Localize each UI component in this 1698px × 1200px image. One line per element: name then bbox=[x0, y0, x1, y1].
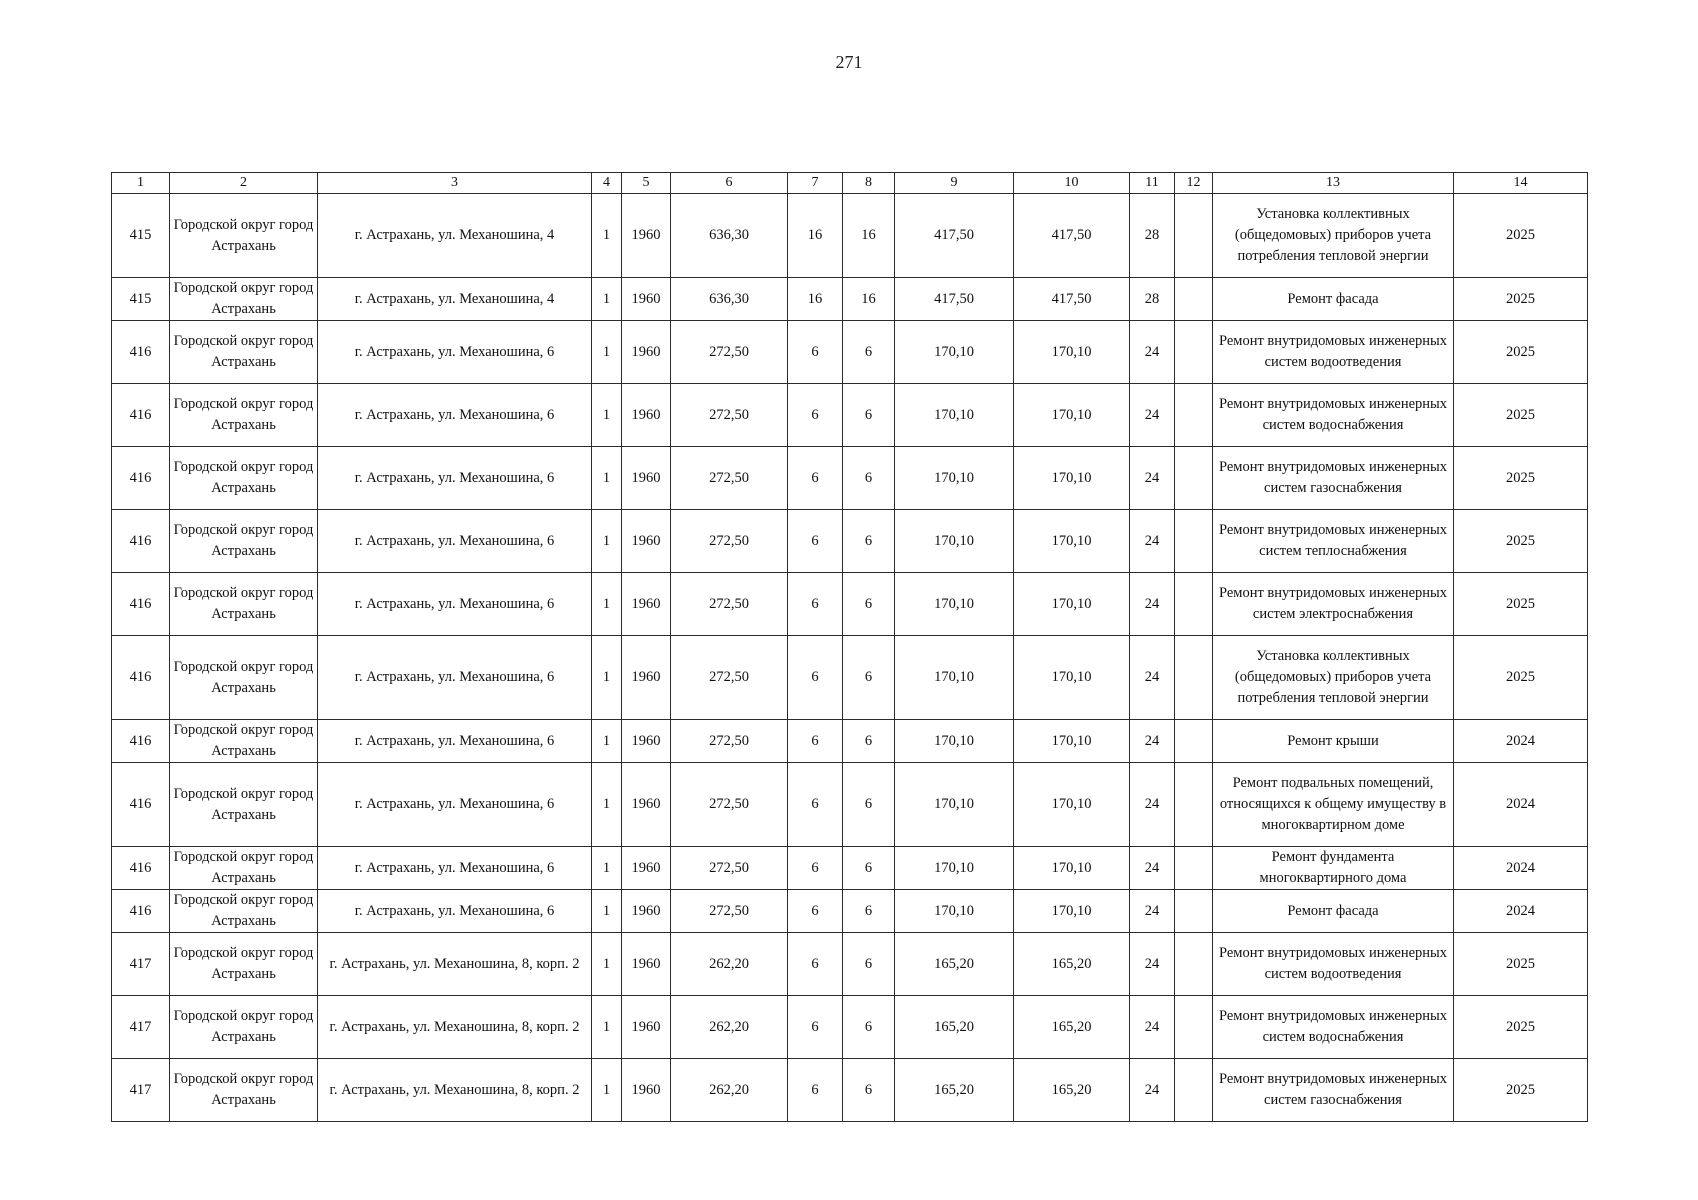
table-cell-c6: 272,50 bbox=[671, 510, 788, 573]
table-cell-c3: г. Астрахань, ул. Механошина, 6 bbox=[318, 720, 592, 763]
table-cell-c11: 24 bbox=[1130, 321, 1175, 384]
table-cell-c9: 170,10 bbox=[895, 573, 1014, 636]
table-cell-c5: 1960 bbox=[622, 194, 671, 278]
table-cell-c2: Городской округ город Астрахань bbox=[170, 194, 318, 278]
table-cell-c12 bbox=[1175, 573, 1213, 636]
table-cell-c8: 6 bbox=[843, 384, 895, 447]
table-cell-c10: 170,10 bbox=[1014, 321, 1130, 384]
table-row bbox=[112, 890, 1588, 933]
table-cell-c5: 1960 bbox=[622, 573, 671, 636]
table-cell-c8: 6 bbox=[843, 447, 895, 510]
table-cell-c8: 6 bbox=[843, 890, 895, 933]
table-cell-c9: 417,50 bbox=[895, 194, 1014, 278]
table-cell-c14: 2025 bbox=[1454, 573, 1588, 636]
table-cell-c10: 165,20 bbox=[1014, 933, 1130, 996]
table-cell-c1: 416 bbox=[112, 763, 170, 847]
table-cell-c14: 2025 bbox=[1454, 933, 1588, 996]
table-cell-c2: Городской округ город Астрахань bbox=[170, 573, 318, 636]
table-cell-c7: 6 bbox=[788, 720, 843, 763]
table-row bbox=[112, 933, 1588, 996]
table-cell-c6: 272,50 bbox=[671, 890, 788, 933]
table-cell-c13: Ремонт фасада bbox=[1213, 278, 1454, 321]
table-cell-c14: 2025 bbox=[1454, 321, 1588, 384]
table-cell-c14: 2024 bbox=[1454, 890, 1588, 933]
table-cell-c2: Городской округ город Астрахань bbox=[170, 447, 318, 510]
table-cell-c11: 24 bbox=[1130, 890, 1175, 933]
table-cell-c1: 416 bbox=[112, 847, 170, 890]
table-cell-c9: 165,20 bbox=[895, 1059, 1014, 1122]
table-row bbox=[112, 720, 1588, 763]
table-cell-c12 bbox=[1175, 996, 1213, 1059]
table-cell-c6: 272,50 bbox=[671, 847, 788, 890]
table-cell-c10: 165,20 bbox=[1014, 996, 1130, 1059]
table-cell-c9: 170,10 bbox=[895, 763, 1014, 847]
table-cell-c9: 165,20 bbox=[895, 996, 1014, 1059]
table-cell-c4: 1 bbox=[592, 890, 622, 933]
table-cell-c12 bbox=[1175, 933, 1213, 996]
table-cell-c1: 416 bbox=[112, 510, 170, 573]
table-cell-c12 bbox=[1175, 720, 1213, 763]
table-cell-c2: Городской округ город Астрахань bbox=[170, 847, 318, 890]
table-cell-c6: 262,20 bbox=[671, 1059, 788, 1122]
table-cell-c13: Ремонт внутридомовых инженерных систем теплоснабжения bbox=[1213, 510, 1454, 573]
col-header: 7 bbox=[788, 173, 843, 194]
table-cell-c5: 1960 bbox=[622, 996, 671, 1059]
table-cell-c7: 6 bbox=[788, 384, 843, 447]
table-cell-c11: 28 bbox=[1130, 278, 1175, 321]
table-cell-c2: Городской округ город Астрахань bbox=[170, 278, 318, 321]
table-cell-c9: 170,10 bbox=[895, 890, 1014, 933]
page-number: 271 bbox=[835, 52, 863, 72]
table-row bbox=[112, 278, 1588, 321]
table-cell-c2: Городской округ город Астрахань bbox=[170, 720, 318, 763]
table-cell-c7: 6 bbox=[788, 573, 843, 636]
table-cell-c6: 272,50 bbox=[671, 447, 788, 510]
table-cell-c4: 1 bbox=[592, 194, 622, 278]
table-cell-c4: 1 bbox=[592, 720, 622, 763]
table-cell-c10: 165,20 bbox=[1014, 1059, 1130, 1122]
table-row bbox=[112, 763, 1588, 847]
table-cell-c11: 24 bbox=[1130, 447, 1175, 510]
table-cell-c8: 16 bbox=[843, 194, 895, 278]
table-cell-c10: 170,10 bbox=[1014, 720, 1130, 763]
table-cell-c3: г. Астрахань, ул. Механошина, 6 bbox=[318, 510, 592, 573]
table-cell-c6: 262,20 bbox=[671, 996, 788, 1059]
table-cell-c7: 16 bbox=[788, 194, 843, 278]
col-header: 6 bbox=[671, 173, 788, 194]
table-cell-c4: 1 bbox=[592, 573, 622, 636]
table-cell-c14: 2024 bbox=[1454, 763, 1588, 847]
table-row bbox=[112, 996, 1588, 1059]
table-cell-c1: 416 bbox=[112, 384, 170, 447]
table-cell-c13: Ремонт фасада bbox=[1213, 890, 1454, 933]
table-row bbox=[112, 573, 1588, 636]
table-cell-c2: Городской округ город Астрахань bbox=[170, 890, 318, 933]
table-cell-c11: 24 bbox=[1130, 996, 1175, 1059]
table-cell-c7: 6 bbox=[788, 321, 843, 384]
table-cell-c3: г. Астрахань, ул. Механошина, 8, корп. 2 bbox=[318, 933, 592, 996]
table-cell-c1: 417 bbox=[112, 1059, 170, 1122]
table-cell-c9: 170,10 bbox=[895, 384, 1014, 447]
table-cell-c2: Городской округ город Астрахань bbox=[170, 384, 318, 447]
table-cell-c12 bbox=[1175, 636, 1213, 720]
table-cell-c1: 417 bbox=[112, 933, 170, 996]
table-cell-c8: 6 bbox=[843, 996, 895, 1059]
table-cell-c11: 24 bbox=[1130, 1059, 1175, 1122]
table-cell-c3: г. Астрахань, ул. Механошина, 6 bbox=[318, 636, 592, 720]
header-row bbox=[112, 173, 1588, 194]
table-cell-c7: 6 bbox=[788, 933, 843, 996]
table-cell-c4: 1 bbox=[592, 996, 622, 1059]
table-cell-c13: Ремонт внутридомовых инженерных систем газоснабжения bbox=[1213, 447, 1454, 510]
table-cell-c3: г. Астрахань, ул. Механошина, 8, корп. 2 bbox=[318, 996, 592, 1059]
table-cell-c8: 6 bbox=[843, 321, 895, 384]
table-cell-c13: Ремонт внутридомовых инженерных систем водоснабжения bbox=[1213, 996, 1454, 1059]
col-header: 8 bbox=[843, 173, 895, 194]
table-cell-c3: г. Астрахань, ул. Механошина, 6 bbox=[318, 847, 592, 890]
table-cell-c1: 416 bbox=[112, 447, 170, 510]
table-cell-c7: 6 bbox=[788, 510, 843, 573]
table-cell-c4: 1 bbox=[592, 510, 622, 573]
table-cell-c10: 170,10 bbox=[1014, 763, 1130, 847]
table-cell-c5: 1960 bbox=[622, 636, 671, 720]
table-cell-c6: 262,20 bbox=[671, 933, 788, 996]
table-cell-c10: 417,50 bbox=[1014, 278, 1130, 321]
table-cell-c11: 24 bbox=[1130, 636, 1175, 720]
table-cell-c5: 1960 bbox=[622, 1059, 671, 1122]
table-cell-c12 bbox=[1175, 278, 1213, 321]
table-cell-c11: 24 bbox=[1130, 720, 1175, 763]
table-cell-c12 bbox=[1175, 890, 1213, 933]
table-cell-c11: 24 bbox=[1130, 573, 1175, 636]
table-cell-c8: 6 bbox=[843, 573, 895, 636]
table-row bbox=[112, 384, 1588, 447]
table-cell-c4: 1 bbox=[592, 1059, 622, 1122]
table-cell-c5: 1960 bbox=[622, 890, 671, 933]
table-cell-c3: г. Астрахань, ул. Механошина, 6 bbox=[318, 573, 592, 636]
table-cell-c1: 416 bbox=[112, 636, 170, 720]
table-cell-c1: 416 bbox=[112, 890, 170, 933]
table-body bbox=[112, 194, 1588, 1122]
table-cell-c9: 417,50 bbox=[895, 278, 1014, 321]
table-cell-c12 bbox=[1175, 194, 1213, 278]
table-cell-c11: 24 bbox=[1130, 933, 1175, 996]
table-cell-c2: Городской округ город Астрахань bbox=[170, 510, 318, 573]
col-header: 2 bbox=[170, 173, 318, 194]
col-header: 10 bbox=[1014, 173, 1130, 194]
table-cell-c13: Ремонт внутридомовых инженерных систем водоснабжения bbox=[1213, 384, 1454, 447]
table-cell-c14: 2025 bbox=[1454, 510, 1588, 573]
table-cell-c5: 1960 bbox=[622, 847, 671, 890]
table-cell-c2: Городской округ город Астрахань bbox=[170, 636, 318, 720]
table-cell-c10: 417,50 bbox=[1014, 194, 1130, 278]
table-cell-c12 bbox=[1175, 447, 1213, 510]
table-cell-c14: 2025 bbox=[1454, 996, 1588, 1059]
table-cell-c9: 170,10 bbox=[895, 636, 1014, 720]
table-cell-c10: 170,10 bbox=[1014, 636, 1130, 720]
table-cell-c7: 6 bbox=[788, 1059, 843, 1122]
table-cell-c3: г. Астрахань, ул. Механошина, 6 bbox=[318, 384, 592, 447]
table-cell-c11: 24 bbox=[1130, 763, 1175, 847]
table-cell-c11: 28 bbox=[1130, 194, 1175, 278]
table-cell-c6: 272,50 bbox=[671, 573, 788, 636]
table-cell-c6: 272,50 bbox=[671, 384, 788, 447]
table-cell-c9: 170,10 bbox=[895, 720, 1014, 763]
table-row bbox=[112, 510, 1588, 573]
col-header: 11 bbox=[1130, 173, 1175, 194]
table-row bbox=[112, 321, 1588, 384]
table-cell-c4: 1 bbox=[592, 933, 622, 996]
table-cell-c8: 16 bbox=[843, 278, 895, 321]
table-cell-c3: г. Астрахань, ул. Механошина, 4 bbox=[318, 278, 592, 321]
col-header: 5 bbox=[622, 173, 671, 194]
table-cell-c13: Ремонт фундамента многоквартирного дома bbox=[1213, 847, 1454, 890]
table-cell-c7: 6 bbox=[788, 996, 843, 1059]
table-cell-c9: 170,10 bbox=[895, 447, 1014, 510]
table-cell-c7: 6 bbox=[788, 447, 843, 510]
table-cell-c5: 1960 bbox=[622, 321, 671, 384]
table-cell-c6: 636,30 bbox=[671, 278, 788, 321]
table-cell-c11: 24 bbox=[1130, 384, 1175, 447]
registry-table bbox=[111, 172, 1588, 1122]
table-cell-c6: 272,50 bbox=[671, 720, 788, 763]
table-cell-c12 bbox=[1175, 763, 1213, 847]
table-cell-c1: 416 bbox=[112, 720, 170, 763]
table-cell-c9: 165,20 bbox=[895, 933, 1014, 996]
table-row bbox=[112, 636, 1588, 720]
table-cell-c1: 416 bbox=[112, 573, 170, 636]
col-header: 3 bbox=[318, 173, 592, 194]
table-cell-c2: Городской округ город Астрахань bbox=[170, 933, 318, 996]
table-cell-c4: 1 bbox=[592, 847, 622, 890]
table-cell-c10: 170,10 bbox=[1014, 447, 1130, 510]
table-cell-c8: 6 bbox=[843, 847, 895, 890]
table-cell-c5: 1960 bbox=[622, 933, 671, 996]
table-cell-c14: 2025 bbox=[1454, 384, 1588, 447]
table-row bbox=[112, 194, 1588, 278]
table-cell-c12 bbox=[1175, 847, 1213, 890]
table-cell-c5: 1960 bbox=[622, 720, 671, 763]
table-cell-c14: 2024 bbox=[1454, 720, 1588, 763]
table-cell-c13: Ремонт внутридомовых инженерных систем водоотведения bbox=[1213, 933, 1454, 996]
table-cell-c4: 1 bbox=[592, 636, 622, 720]
table-cell-c9: 170,10 bbox=[895, 321, 1014, 384]
col-header: 14 bbox=[1454, 173, 1588, 194]
table-cell-c3: г. Астрахань, ул. Механошина, 6 bbox=[318, 890, 592, 933]
col-header: 1 bbox=[112, 173, 170, 194]
table-cell-c4: 1 bbox=[592, 278, 622, 321]
table-row bbox=[112, 847, 1588, 890]
table-cell-c8: 6 bbox=[843, 763, 895, 847]
table-cell-c13: Ремонт внутридомовых инженерных систем электроснабжения bbox=[1213, 573, 1454, 636]
table-cell-c9: 170,10 bbox=[895, 510, 1014, 573]
table-cell-c7: 16 bbox=[788, 278, 843, 321]
table-cell-c10: 170,10 bbox=[1014, 573, 1130, 636]
table-cell-c6: 272,50 bbox=[671, 321, 788, 384]
table-cell-c1: 416 bbox=[112, 321, 170, 384]
table-cell-c2: Городской округ город Астрахань bbox=[170, 321, 318, 384]
table-cell-c8: 6 bbox=[843, 933, 895, 996]
table-cell-c5: 1960 bbox=[622, 763, 671, 847]
table-cell-c12 bbox=[1175, 1059, 1213, 1122]
table-cell-c4: 1 bbox=[592, 321, 622, 384]
table-cell-c5: 1960 bbox=[622, 384, 671, 447]
table-cell-c5: 1960 bbox=[622, 278, 671, 321]
table-cell-c13: Ремонт подвальных помещений, относящихся к общему имуществу в многоквартирном доме bbox=[1213, 763, 1454, 847]
table-cell-c5: 1960 bbox=[622, 447, 671, 510]
col-header: 9 bbox=[895, 173, 1014, 194]
table-row bbox=[112, 447, 1588, 510]
col-header: 12 bbox=[1175, 173, 1213, 194]
table-cell-c14: 2025 bbox=[1454, 1059, 1588, 1122]
table-cell-c14: 2025 bbox=[1454, 447, 1588, 510]
table-cell-c7: 6 bbox=[788, 890, 843, 933]
table-cell-c2: Городской округ город Астрахань bbox=[170, 1059, 318, 1122]
table-cell-c7: 6 bbox=[788, 763, 843, 847]
table-cell-c8: 6 bbox=[843, 636, 895, 720]
table-cell-c14: 2025 bbox=[1454, 636, 1588, 720]
table-cell-c13: Ремонт внутридомовых инженерных систем водоотведения bbox=[1213, 321, 1454, 384]
table-cell-c6: 272,50 bbox=[671, 636, 788, 720]
table-cell-c13: Ремонт внутридомовых инженерных систем газоснабжения bbox=[1213, 1059, 1454, 1122]
table-cell-c14: 2025 bbox=[1454, 278, 1588, 321]
table-cell-c12 bbox=[1175, 321, 1213, 384]
table-cell-c10: 170,10 bbox=[1014, 847, 1130, 890]
table-cell-c3: г. Астрахань, ул. Механошина, 6 bbox=[318, 763, 592, 847]
table-cell-c10: 170,10 bbox=[1014, 890, 1130, 933]
table-cell-c3: г. Астрахань, ул. Механошина, 6 bbox=[318, 447, 592, 510]
table-cell-c1: 415 bbox=[112, 194, 170, 278]
table-cell-c3: г. Астрахань, ул. Механошина, 4 bbox=[318, 194, 592, 278]
table-cell-c14: 2024 bbox=[1454, 847, 1588, 890]
table-row bbox=[112, 1059, 1588, 1122]
table-cell-c2: Городской округ город Астрахань bbox=[170, 996, 318, 1059]
table-cell-c7: 6 bbox=[788, 847, 843, 890]
table-cell-c4: 1 bbox=[592, 384, 622, 447]
col-header: 4 bbox=[592, 173, 622, 194]
table-cell-c10: 170,10 bbox=[1014, 384, 1130, 447]
table-cell-c9: 170,10 bbox=[895, 847, 1014, 890]
table-cell-c7: 6 bbox=[788, 636, 843, 720]
table-cell-c6: 636,30 bbox=[671, 194, 788, 278]
table-cell-c13: Ремонт крыши bbox=[1213, 720, 1454, 763]
col-header: 13 bbox=[1213, 173, 1454, 194]
table-cell-c4: 1 bbox=[592, 447, 622, 510]
table-cell-c14: 2025 bbox=[1454, 194, 1588, 278]
table-cell-c8: 6 bbox=[843, 510, 895, 573]
table-cell-c4: 1 bbox=[592, 763, 622, 847]
table-cell-c10: 170,10 bbox=[1014, 510, 1130, 573]
table-cell-c11: 24 bbox=[1130, 510, 1175, 573]
table-cell-c13: Установка коллективных (общедомовых) приборов учета потребления тепловой энергии bbox=[1213, 194, 1454, 278]
table-cell-c3: г. Астрахань, ул. Механошина, 8, корп. 2 bbox=[318, 1059, 592, 1122]
table-cell-c13: Установка коллективных (общедомовых) приборов учета потребления тепловой энергии bbox=[1213, 636, 1454, 720]
table-cell-c2: Городской округ город Астрахань bbox=[170, 763, 318, 847]
table-cell-c12 bbox=[1175, 510, 1213, 573]
table-cell-c8: 6 bbox=[843, 720, 895, 763]
table-cell-c11: 24 bbox=[1130, 847, 1175, 890]
table-cell-c12 bbox=[1175, 384, 1213, 447]
table-cell-c6: 272,50 bbox=[671, 763, 788, 847]
table-cell-c8: 6 bbox=[843, 1059, 895, 1122]
table-cell-c3: г. Астрахань, ул. Механошина, 6 bbox=[318, 321, 592, 384]
table-cell-c1: 417 bbox=[112, 996, 170, 1059]
table-cell-c1: 415 bbox=[112, 278, 170, 321]
table-cell-c5: 1960 bbox=[622, 510, 671, 573]
